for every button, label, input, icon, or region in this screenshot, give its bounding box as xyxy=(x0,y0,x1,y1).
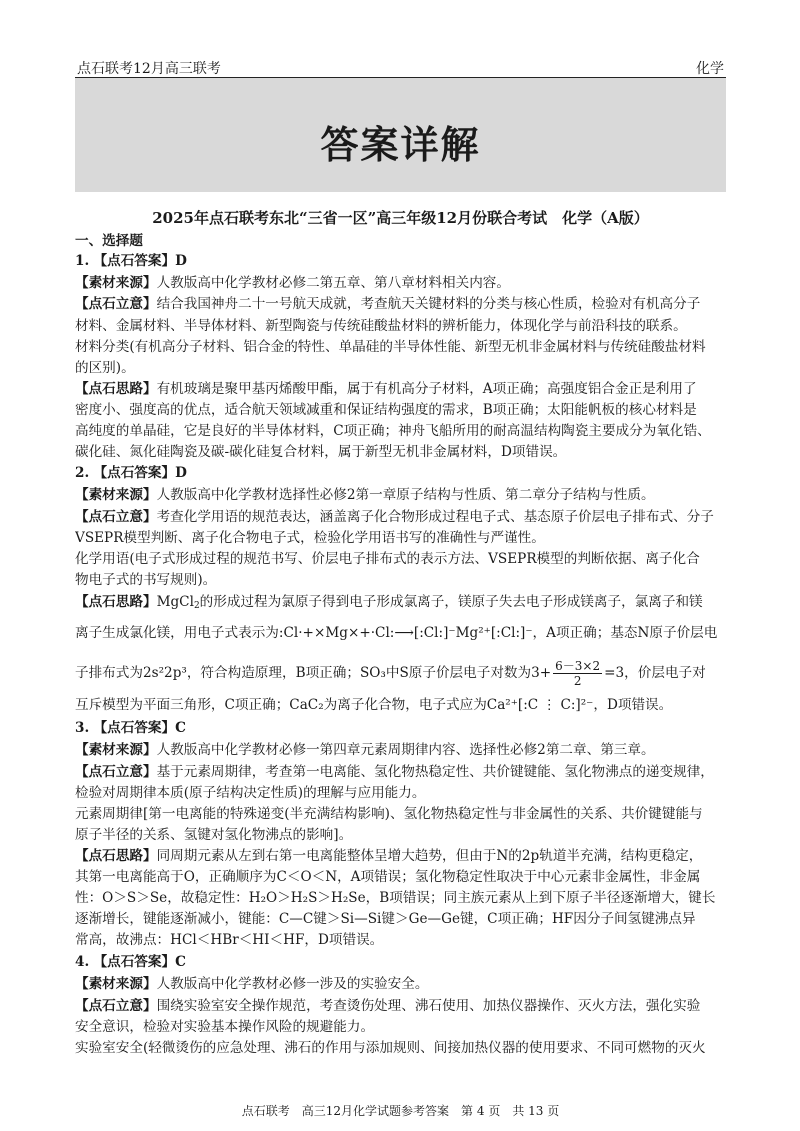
electron-formula-reactants: :Cl·+×Mg×+·Cl: xyxy=(278,625,395,641)
intent-text: 结合我国神舟二十一号航天成就，考查航天关键材料的分类与核心性质，检验对有机高分子 xyxy=(156,296,701,312)
q3-source-line xyxy=(75,740,726,760)
q2-approach-line xyxy=(75,592,726,616)
q3-knowledge-line: 原子半径的关系、氢键对氢化物沸点的影响]。 xyxy=(75,827,353,843)
q1-intent-line xyxy=(75,294,726,314)
approach-text: 同周期元素从左到右第一电离能整体呈增大趋势，但由于N的2p轨道半充满，结构更稳定， xyxy=(156,848,703,864)
answer-value: C xyxy=(175,954,186,970)
formula-mgcl2: MgCl$_2$ xyxy=(156,594,200,611)
answer-label: 【点石答案】 xyxy=(93,465,176,481)
q2-knowledge-line: 化学用语(电子式形成过程的规范书写、价层电子排布式的表示方法、VSEPR模型的判断依据、离子化合 xyxy=(75,551,700,567)
intent-label: 【点石立意】 xyxy=(75,764,157,780)
page-header xyxy=(75,56,726,78)
q1-knowledge-line: 材料分类(有机高分子材料、铝合金的特性、单晶硅的半导体性能、新型无机非金属材料与传统硅酸盐材料 xyxy=(75,339,706,355)
source-label: 【素材来源】 xyxy=(75,275,157,291)
q2-answer-line xyxy=(75,463,726,483)
q1-source-line xyxy=(75,273,726,293)
source-text: 人教版高中化学教材选择性必修2第一章原子结构与性质、第二章分子结构与性质。 xyxy=(156,487,655,503)
q3-approach-line: 其第一电离能高于O，正确顺序为C＜O＜N，A项错误；氢化物稳定性取决于中心元素非金属性，非金属 xyxy=(75,869,701,885)
q1-approach-line: 高纯度的单晶硅，它是良好的半导体材料，C项正确；神舟飞船所用的耐高温结构陶瓷主要成分为氧化锆、 xyxy=(75,423,711,439)
fraction-denominator: 2 xyxy=(573,674,582,688)
q4-intent-line xyxy=(75,996,726,1016)
q2-source-line xyxy=(75,485,726,505)
fraction xyxy=(553,659,602,688)
header-subject: 化学 xyxy=(696,61,724,77)
reaction-arrow: ⟶ xyxy=(394,625,414,641)
answer-value: D xyxy=(175,465,187,481)
q2-approach-line: 子排布式为2s²2p³，符合构造原理，B项正确；SO₃中S原子价层电子对数为3+ $\frac{6-3\times 2}{2}$ =3，价层电子对 xyxy=(75,659,706,688)
q4-knowledge-line: 实验室安全(轻微烫伤的应急处理、沸石的作用与添加规则、间接加热仪器的使用要求、不同可燃物的灭火 xyxy=(75,1040,706,1056)
q3-intent-line: 检验对周期律本质(原子结构决定性质)的理解与应用能力。 xyxy=(75,785,426,801)
question-number: 4. xyxy=(75,954,90,970)
q3-approach-line xyxy=(75,846,726,866)
intent-text: 考查化学用语的规范表达，涵盖离子化合物形成过程电子式、基态原子价层电子排布式、分子 xyxy=(156,509,714,525)
q4-intent-line: 安全意识，检验对实验基本操作风险的规避能力。 xyxy=(75,1019,375,1035)
answer-label: 【点石答案】 xyxy=(93,720,176,736)
header-exam-name: 点石联考12月高三联考 xyxy=(77,61,221,77)
q3-answer-line xyxy=(75,718,726,738)
question-number: 2. xyxy=(75,465,90,481)
question-number: 1. xyxy=(75,253,90,269)
q2-intent-line xyxy=(75,507,726,527)
source-label: 【素材来源】 xyxy=(75,487,157,503)
intent-label: 【点石立意】 xyxy=(75,998,157,1014)
approach-text: 的形成过程为氯原子得到电子形成氯离子，镁原子失去电子形成镁离子，氯离子和镁 xyxy=(199,594,703,610)
intent-text: 基于元素周期律，考查第一电离能、氢化物热稳定性、共价键键能、氢化物沸点的递变规律， xyxy=(156,764,714,780)
page-title: 答案详解 xyxy=(320,122,481,167)
q2-intent-line: VSEPR模型判断、离子化合物电子式，检验化学用语书写的准确性与严谨性。 xyxy=(75,530,545,546)
title-banner xyxy=(75,78,726,192)
approach-label: 【点石思路】 xyxy=(75,848,157,864)
page-footer: 点石联考 高三12月化学试题参考答案 第 4 页 共 13 页 xyxy=(241,1104,560,1118)
electron-formula-cac2: Ca²⁺[:C ⋮ C:]²⁻ xyxy=(486,697,594,713)
q1-approach-line: 碳化硅、氮化硅陶瓷及碳-碳化硅复合材料，属于新型无机非金属材料，D项错误。 xyxy=(75,444,567,460)
q1-approach-line xyxy=(75,379,726,399)
electron-configuration: 2s²2p³ xyxy=(142,665,187,681)
source-text: 人教版高中化学教材必修二第五章、第八章材料相关内容。 xyxy=(156,275,510,291)
answer-value: C xyxy=(175,720,186,736)
approach-label: 【点石思路】 xyxy=(75,381,157,397)
exam-title: 2025年点石联考东北“三省一区”高三年级12月份联合考试 化学（A版） xyxy=(152,209,649,227)
q3-approach-line: 常高，故沸点：HCl＜HBr＜HI＜HF，D项错误。 xyxy=(75,932,384,948)
intent-text: 围绕实验室安全操作规范，考查烫伤处理、沸石使用、加热仪器操作、灭火方法，强化实验 xyxy=(156,998,701,1014)
fraction-numerator: 6－3×2 xyxy=(555,659,601,673)
answer-label: 【点石答案】 xyxy=(93,253,176,269)
q1-answer-line xyxy=(75,251,726,271)
q1-intent-line: 材料、金属材料、半导体材料、新型陶瓷与传统硅酸盐材料的辨析能力，体现化学与前沿科技的联系。 xyxy=(75,318,687,334)
q2-approach-line: 离子生成氯化镁，用电子式表示为:Cl·+×Mg×+·Cl:⟶[:Cl:]⁻Mg²⁺[:Cl:]⁻，A项正确；基态N原子价层电 xyxy=(75,625,718,641)
section-heading: 一、选择题 xyxy=(75,233,143,249)
source-text: 人教版高中化学教材必修一涉及的实验安全。 xyxy=(156,976,429,992)
approach-text: 有机玻璃是聚甲基丙烯酸甲酯，属于有机高分子材料，A项正确；高强度铝合金正是利用了 xyxy=(156,381,697,397)
source-text: 人教版高中化学教材必修一第四章元素周期律内容、选择性必修2第二章、第三章。 xyxy=(156,742,655,758)
approach-label: 【点石思路】 xyxy=(75,594,157,610)
source-label: 【素材来源】 xyxy=(75,976,157,992)
intent-label: 【点石立意】 xyxy=(75,509,157,525)
q1-knowledge-line: 的区别)。 xyxy=(75,360,135,376)
q2-knowledge-line: 物电子式的书写规则)。 xyxy=(75,572,217,588)
q4-answer-line xyxy=(75,952,726,972)
q2-approach-line: 互斥模型为平面三角形，C项正确；CaC₂为离子化合物，电子式应为Ca²⁺[:C ⋮ C:]²⁻，D项错误。 xyxy=(75,697,673,713)
question-number: 3. xyxy=(75,720,90,736)
q3-approach-line: 逐渐增长，键能逐渐减小，键能：C—C键＞Si—Si键＞Ge—Ge键，C项正确；HF因分子间氢键沸点异 xyxy=(75,911,696,927)
answer-value: D xyxy=(175,253,187,269)
q1-approach-line: 密度小、强度高的优点，适合航天领域减重和保证结构强度的需求，B项正确；太阳能帆板的核心材料是 xyxy=(75,402,697,418)
q3-intent-line xyxy=(75,762,726,782)
electron-formula-product: [:Cl:]⁻Mg²⁺[:Cl:]⁻ xyxy=(413,625,533,641)
source-label: 【素材来源】 xyxy=(75,742,157,758)
answer-label: 【点石答案】 xyxy=(93,954,176,970)
q4-source-line xyxy=(75,974,726,994)
q3-knowledge-line: 元素周期律[第一电离能的特殊递变(半充满结构影响)、氢化物热稳定性与非金属性的关系、共价键键能与 xyxy=(75,806,703,822)
intent-label: 【点石立意】 xyxy=(75,296,157,312)
q3-approach-line: 性：O＞S＞Se，故稳定性：H₂O＞H₂S＞H₂Se，B项错误；同主族元素从上到下原子半径逐渐增大，键长 xyxy=(75,890,716,906)
